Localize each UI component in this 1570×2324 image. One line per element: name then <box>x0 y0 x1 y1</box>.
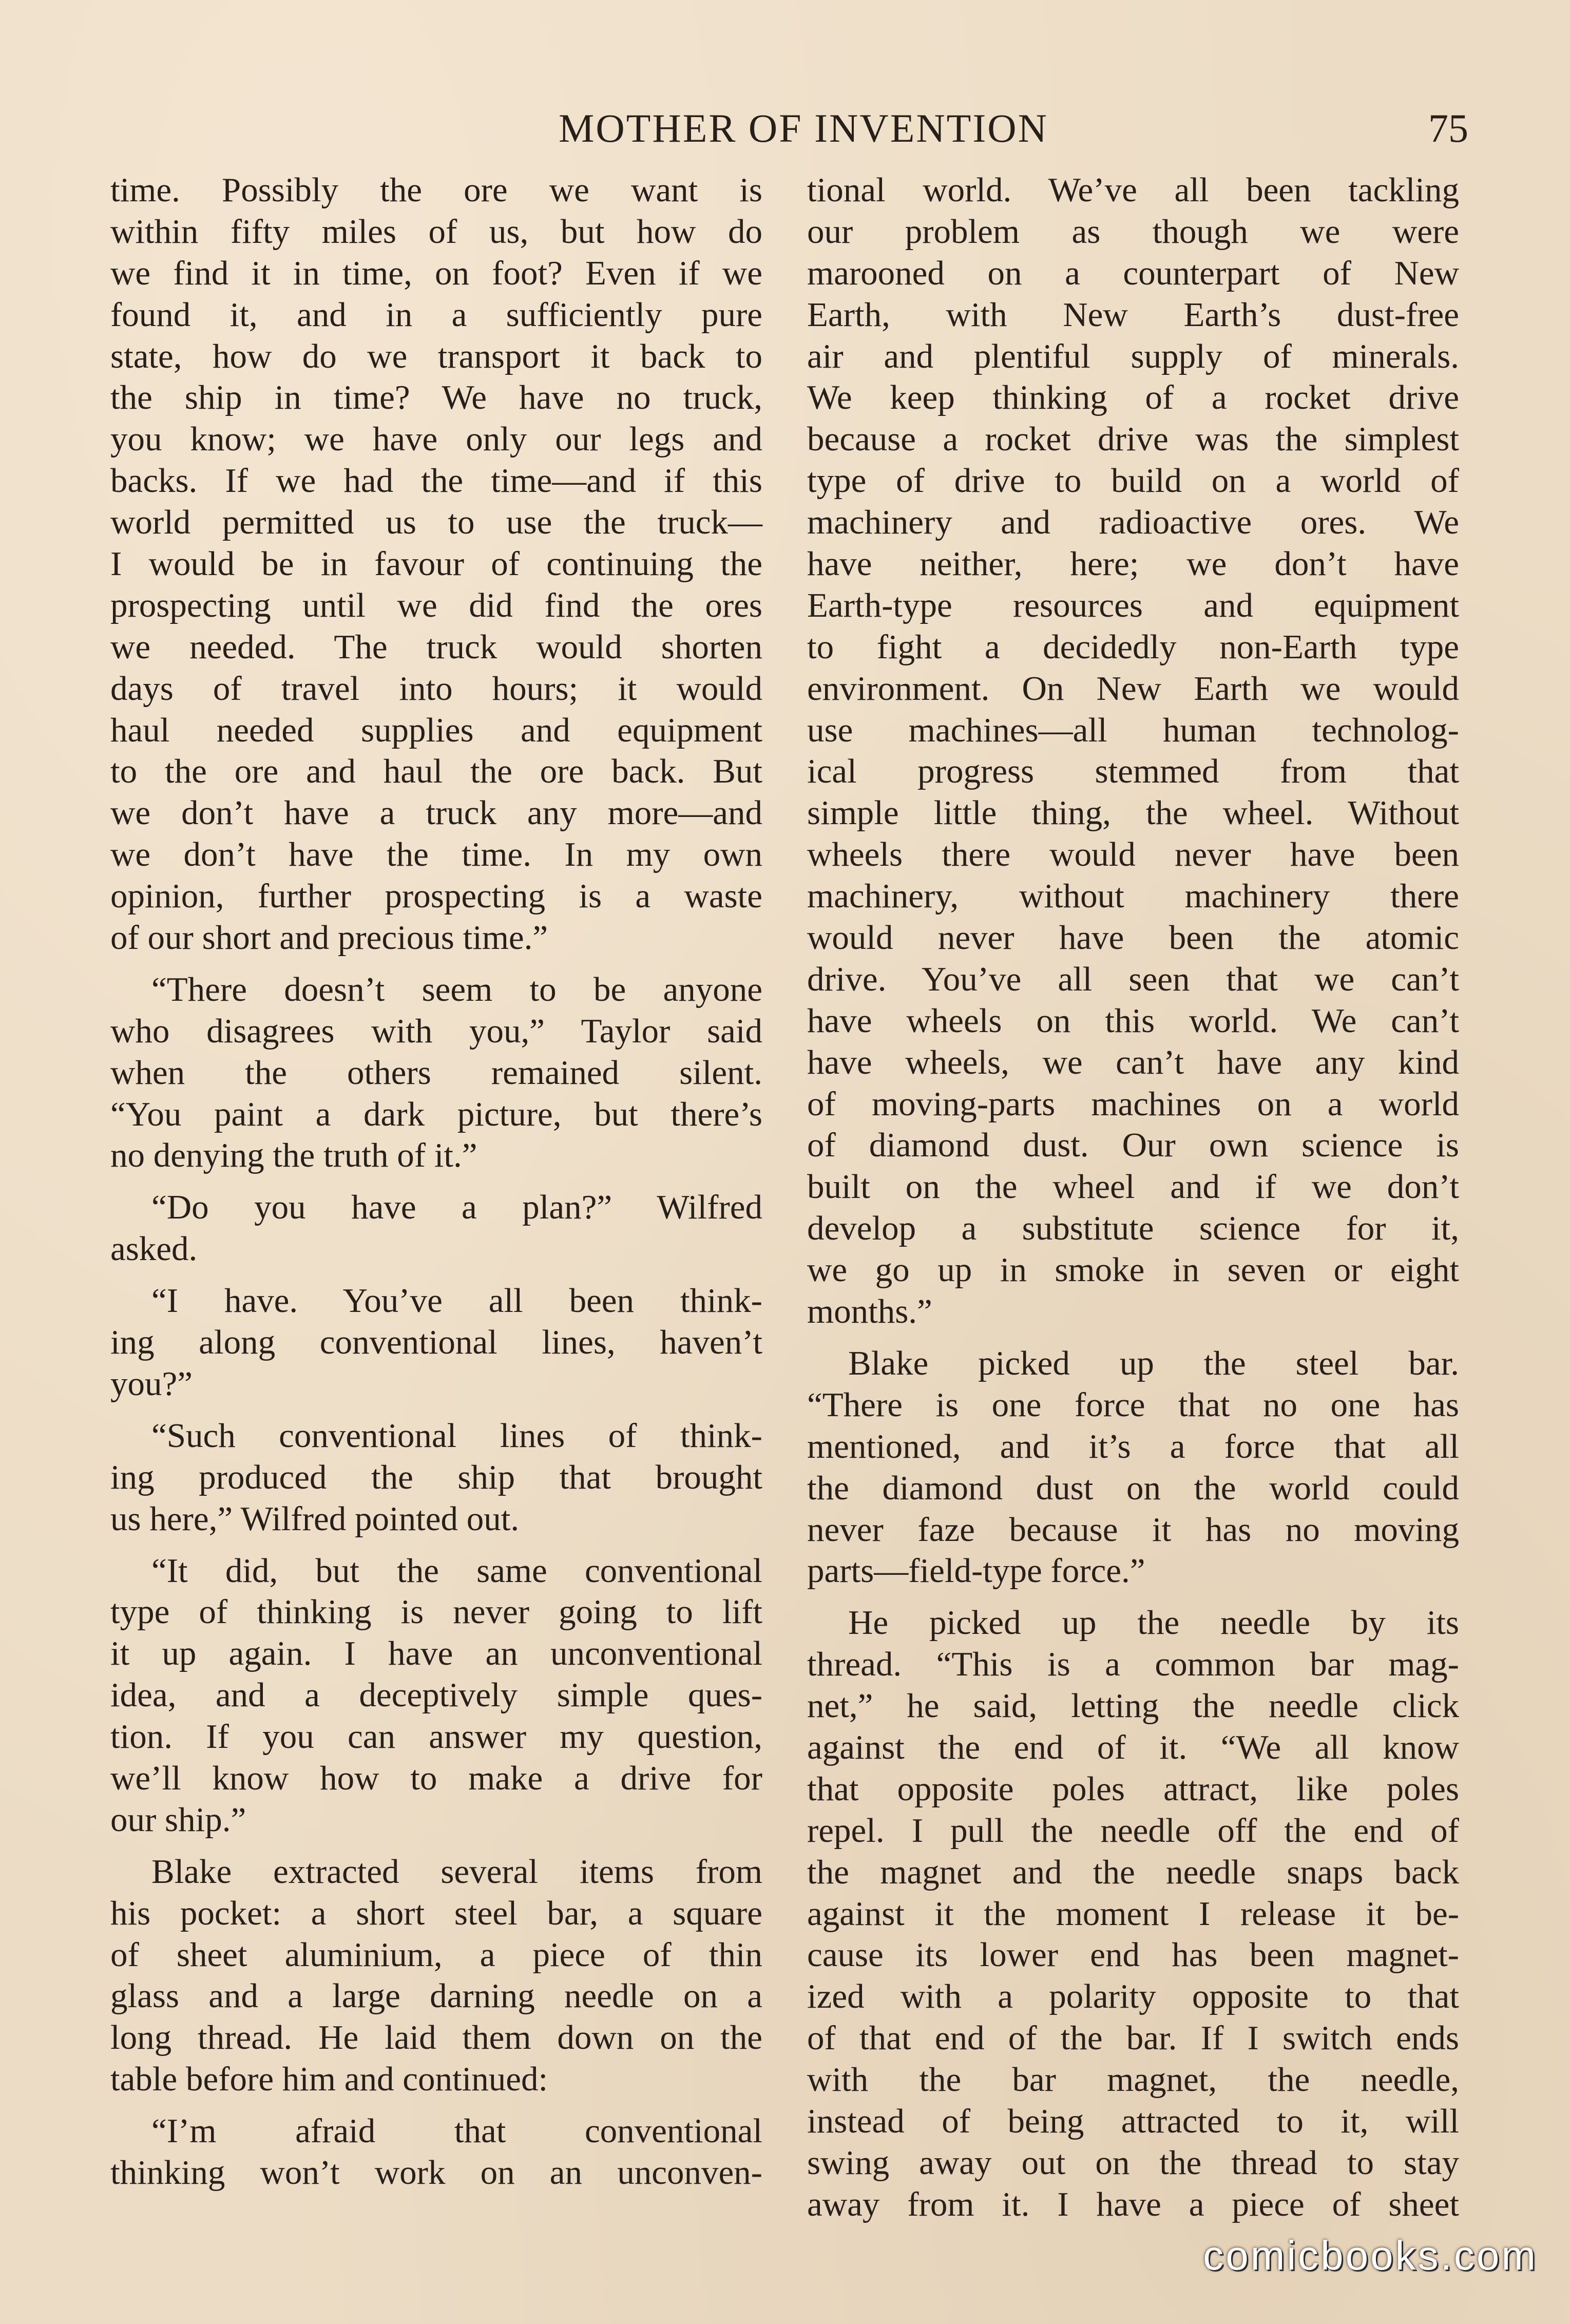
text-line: of moving-parts machines on a world <box>807 1084 1459 1123</box>
text-line: wheels there would never have been <box>807 835 1459 874</box>
text-line: months.” <box>807 1292 932 1331</box>
text-line: to the ore and haul the ore back. But <box>110 752 762 791</box>
text-line: have wheels, we can’t have any kind <box>807 1043 1459 1081</box>
text-line: it up again. I have an unconventional <box>110 1634 762 1673</box>
text-line: never faze because it has no moving <box>807 1510 1459 1549</box>
text-line: we’ll know how to make a drive for <box>110 1759 762 1797</box>
running-title: MOTHER OF INVENTION <box>559 106 1048 150</box>
text-line: that opposite poles attract, like poles <box>807 1769 1459 1808</box>
text-line: type of thinking is never going to lift <box>110 1593 762 1631</box>
text-line: Blake extracted several items from <box>151 1852 762 1891</box>
text-line: air and plentiful supply of minerals. <box>807 337 1459 375</box>
text-line: of sheet aluminium, a piece of thin <box>110 1935 762 1974</box>
paragraph <box>110 1851 762 2100</box>
text-line: asked. <box>110 1230 198 1268</box>
text-line: time. Possibly the ore we want is <box>110 171 762 209</box>
text-line: we needed. The truck would shorten <box>110 627 762 666</box>
text-line: we find it in time, on foot? Even if we <box>110 254 762 292</box>
text-line: machinery and radioactive ores. We <box>807 503 1459 542</box>
paragraph <box>110 1415 762 1540</box>
text-line: you know; we have only our legs and <box>110 420 762 459</box>
text-line: develop a substitute science for it, <box>807 1209 1459 1248</box>
paragraph <box>110 1550 762 1841</box>
text-line: mentioned, and it’s a force that all <box>807 1427 1459 1465</box>
text-line: tional world. We’ve all been tackling <box>807 171 1459 209</box>
text-line: of our short and precious time.” <box>110 919 548 957</box>
text-line: backs. If we had the time—and if this <box>110 462 762 500</box>
text-line: found it, and in a sufficiently pure <box>110 295 762 334</box>
text-line: “There is one force that no one has <box>807 1385 1459 1424</box>
text-line: environment. On New Earth we would <box>807 669 1459 708</box>
text-line: against the end of it. “We all know <box>807 1728 1459 1766</box>
paragraph <box>110 1280 762 1405</box>
text-line: against it the moment I release it be- <box>807 1894 1459 1933</box>
page-number: 75 <box>1428 106 1468 150</box>
text-line: because a rocket drive was the simplest <box>807 420 1459 459</box>
text-line: Earth, with New Earth’s dust-free <box>807 295 1459 334</box>
text-line: of that end of the bar. If I switch ends <box>807 2019 1459 2058</box>
text-line: have neither, here; we don’t have <box>807 545 1459 583</box>
running-head <box>0 103 1570 154</box>
text-line: when the others remained silent. <box>110 1053 762 1092</box>
watermark: comicbooks.com <box>1203 2233 1538 2278</box>
text-line: built on the wheel and if we don’t <box>807 1168 1459 1206</box>
text-line: simple little thing, the wheel. Without <box>807 794 1459 832</box>
text-line: prospecting until we did find the ores <box>110 586 762 624</box>
text-line: within fifty miles of us, but how do <box>110 212 762 251</box>
text-line: the diamond dust on the world could <box>807 1469 1459 1507</box>
text-line: “You paint a dark picture, but there’s <box>110 1095 762 1133</box>
paragraph <box>807 1602 1459 2225</box>
paragraph <box>110 2110 762 2194</box>
text-line: use machines—all human technolog- <box>807 711 1459 749</box>
text-line: ing along conventional lines, haven’t <box>110 1323 762 1362</box>
text-line: Blake picked up the steel bar. <box>848 1344 1459 1382</box>
paragraph <box>110 169 762 959</box>
text-line: “It did, but the same conventional <box>151 1551 762 1590</box>
paragraph <box>110 969 762 1176</box>
paragraph <box>110 1187 762 1270</box>
text-line: We keep thinking of a rocket drive <box>807 378 1459 417</box>
text-line: instead of being attracted to it, will <box>807 2102 1459 2140</box>
text-line: tion. If you can answer my question, <box>110 1718 762 1756</box>
text-line: marooned on a counterpart of New <box>807 254 1459 292</box>
text-line: days of travel into hours; it would <box>110 669 762 708</box>
text-line: his pocket: a short steel bar, a square <box>110 1894 762 1932</box>
text-line: thinking won’t work on an unconven- <box>110 2153 762 2192</box>
text-line: drive. You’ve all seen that we can’t <box>807 960 1459 998</box>
text-line: to fight a decidedly non-Earth type <box>807 627 1459 666</box>
text-line: ized with a polarity opposite to that <box>807 1977 1459 2016</box>
text-line: I would be in favour of continuing the <box>110 545 762 583</box>
text-line: table before him and continued: <box>110 2060 548 2099</box>
text-line: our problem as though we were <box>807 212 1459 251</box>
text-line: “Such conventional lines of think- <box>151 1416 762 1455</box>
text-line: “I have. You’ve all been think- <box>151 1282 762 1320</box>
text-line: “There doesn’t seem to be anyone <box>151 970 762 1008</box>
text-line: ical progress stemmed from that <box>807 752 1459 791</box>
text-line: opinion, further prospecting is a waste <box>110 877 762 916</box>
text-line: we don’t have a truck any more—and <box>110 794 762 832</box>
text-line: net,” he said, letting the needle click <box>807 1687 1459 1725</box>
text-line: swing away out on the thread to stay <box>807 2143 1459 2182</box>
text-line: no denying the truth of it.” <box>110 1136 477 1175</box>
text-line: you?” <box>110 1364 193 1403</box>
text-line: the ship in time? We have no truck, <box>110 378 762 417</box>
text-line: who disagrees with you,” Taylor said <box>110 1012 762 1050</box>
text-line: repel. I pull the needle off the end of <box>807 1811 1459 1850</box>
right-column <box>807 169 1459 2225</box>
text-line: ing produced the ship that brought <box>110 1458 762 1496</box>
text-line: type of drive to build on a world of <box>807 462 1459 500</box>
text-line: state, how do we transport it back to <box>110 337 762 375</box>
text-line: long thread. He laid them down on the <box>110 2018 762 2057</box>
text-line: the magnet and the needle snaps back <box>807 1853 1459 1891</box>
text-line: have wheels on this world. We can’t <box>807 1001 1459 1040</box>
text-line: idea, and a deceptively simple ques- <box>110 1676 762 1715</box>
text-line: we don’t have the time. In my own <box>110 835 762 874</box>
text-line: of diamond dust. Our own science is <box>807 1126 1459 1165</box>
text-line: would never have been the atomic <box>807 919 1459 957</box>
text-line: “Do you have a plan?” Wilfred <box>151 1188 762 1227</box>
text-line: He picked up the needle by its <box>848 1604 1459 1642</box>
text-line: we go up in smoke in seven or eight <box>807 1251 1459 1289</box>
paragraph <box>807 169 1459 1332</box>
text-line: Earth-type resources and equipment <box>807 586 1459 624</box>
text-line: cause its lower end has been magnet- <box>807 1936 1459 1974</box>
paragraph <box>807 1343 1459 1592</box>
text-line: haul needed supplies and equipment <box>110 711 762 749</box>
text-line: machinery, without machinery there <box>807 877 1459 916</box>
text-line: parts—field-type force.” <box>807 1552 1145 1590</box>
text-line: “I’m afraid that conventional <box>151 2112 762 2150</box>
text-line: glass and a large darning needle on a <box>110 1977 762 2015</box>
text-line: thread. “This is a common bar mag- <box>807 1645 1459 1684</box>
left-column <box>110 169 762 2194</box>
text-line: world permitted us to use the truck— <box>110 503 762 542</box>
text-line: away from it. I have a piece of sheet <box>807 2185 1459 2223</box>
text-line: with the bar magnet, the needle, <box>807 2061 1459 2099</box>
text-line: us here,” Wilfred pointed out. <box>110 1499 520 1538</box>
text-line: our ship.” <box>110 1800 246 1839</box>
